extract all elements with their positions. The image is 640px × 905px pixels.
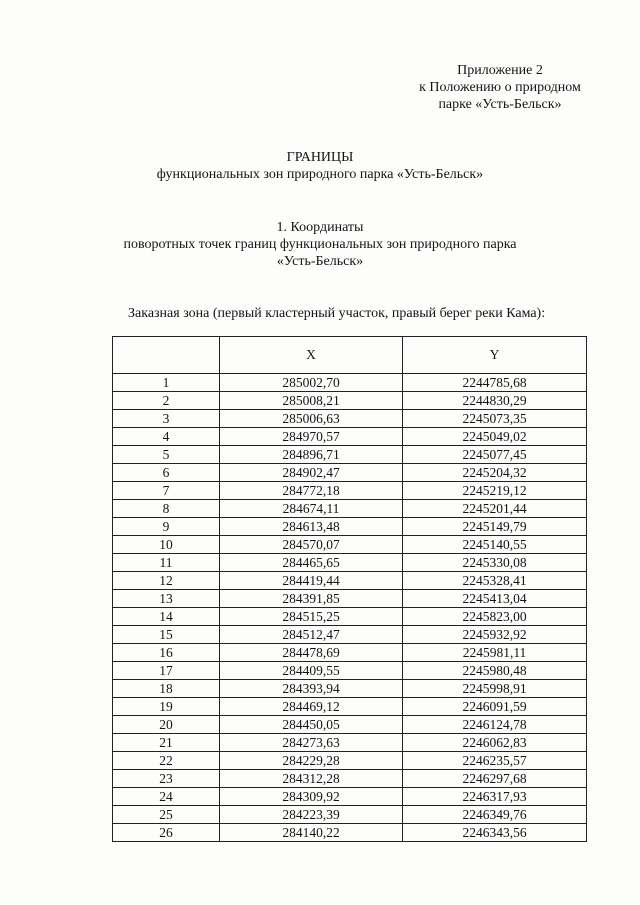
table-row	[113, 806, 587, 824]
y-coordinate-cell: 2245204,32	[403, 464, 587, 482]
y-coordinate-cell: 2245049,02	[403, 428, 587, 446]
point-number-cell: 21	[113, 734, 220, 752]
y-coordinate-cell: 2246297,68	[403, 770, 587, 788]
header-point-number	[113, 337, 220, 374]
section-number: 1. Координаты	[276, 220, 364, 235]
title-heading: ГРАНИЦЫ	[286, 150, 354, 165]
point-number-cell: 14	[113, 608, 220, 626]
x-coordinate-cell: 284419,44	[220, 572, 403, 590]
zone-caption: Заказная зона (первый кластерный участок, правый берег реки Кама):	[128, 306, 546, 321]
point-number-cell: 7	[113, 482, 220, 500]
y-coordinate-cell: 2245140,55	[403, 536, 587, 554]
x-coordinate-cell: 284613,48	[220, 518, 403, 536]
y-coordinate-cell: 2246062,83	[403, 734, 587, 752]
table-row	[113, 572, 587, 590]
title-subheading: функциональных зон природного парка «Усть-Бельск»	[156, 167, 484, 182]
y-coordinate-cell: 2245980,48	[403, 662, 587, 680]
table-row	[113, 608, 587, 626]
appendix-reference	[380, 62, 620, 113]
section-park-name: «Усть-Бельск»	[276, 254, 364, 269]
point-number-cell: 18	[113, 680, 220, 698]
point-number-cell: 26	[113, 824, 220, 842]
x-coordinate-cell: 284309,92	[220, 788, 403, 806]
y-coordinate-cell: 2245077,45	[403, 446, 587, 464]
point-number-cell: 4	[113, 428, 220, 446]
point-number-cell: 1	[113, 374, 220, 392]
appendix-number: Приложение 2	[457, 63, 543, 78]
point-number-cell: 9	[113, 518, 220, 536]
x-coordinate-cell: 284312,28	[220, 770, 403, 788]
section-heading	[0, 219, 640, 270]
point-number-cell: 23	[113, 770, 220, 788]
x-coordinate-cell: 284223,39	[220, 806, 403, 824]
point-number-cell: 11	[113, 554, 220, 572]
x-coordinate-cell: 284450,05	[220, 716, 403, 734]
table-row	[113, 554, 587, 572]
y-coordinate-cell: 2246317,93	[403, 788, 587, 806]
y-coordinate-cell: 2245328,41	[403, 572, 587, 590]
point-number-cell: 6	[113, 464, 220, 482]
x-coordinate-cell: 284273,63	[220, 734, 403, 752]
appendix-regulation: к Положению о природном	[419, 80, 581, 95]
table-row	[113, 824, 587, 842]
x-coordinate-cell: 284772,18	[220, 482, 403, 500]
y-coordinate-cell: 2245413,04	[403, 590, 587, 608]
point-number-cell: 25	[113, 806, 220, 824]
point-number-cell: 15	[113, 626, 220, 644]
table-row	[113, 482, 587, 500]
point-number-cell: 20	[113, 716, 220, 734]
table-row	[113, 752, 587, 770]
point-number-cell: 8	[113, 500, 220, 518]
x-coordinate-cell: 284140,22	[220, 824, 403, 842]
x-coordinate-cell: 285006,63	[220, 410, 403, 428]
x-coordinate-cell: 284409,55	[220, 662, 403, 680]
table-row	[113, 698, 587, 716]
coordinates-table	[112, 336, 587, 842]
table-row	[113, 446, 587, 464]
y-coordinate-cell: 2246235,57	[403, 752, 587, 770]
point-number-cell: 19	[113, 698, 220, 716]
point-number-cell: 22	[113, 752, 220, 770]
y-coordinate-cell: 2245932,92	[403, 626, 587, 644]
x-coordinate-cell: 284515,25	[220, 608, 403, 626]
y-coordinate-cell: 2246343,56	[403, 824, 587, 842]
point-number-cell: 10	[113, 536, 220, 554]
table-row	[113, 518, 587, 536]
appendix-park-name: парке «Усть-Бельск»	[438, 97, 562, 112]
x-coordinate-cell: 284465,65	[220, 554, 403, 572]
x-coordinate-cell: 284469,12	[220, 698, 403, 716]
x-coordinate-cell: 284478,69	[220, 644, 403, 662]
table-row	[113, 392, 587, 410]
x-coordinate-cell: 285008,21	[220, 392, 403, 410]
y-coordinate-cell: 2245219,12	[403, 482, 587, 500]
table-row	[113, 536, 587, 554]
header-y: Y	[403, 337, 587, 374]
table-header-row	[113, 337, 587, 374]
table-row	[113, 644, 587, 662]
x-coordinate-cell: 284391,85	[220, 590, 403, 608]
x-coordinate-cell: 284570,07	[220, 536, 403, 554]
y-coordinate-cell: 2246124,78	[403, 716, 587, 734]
point-number-cell: 17	[113, 662, 220, 680]
x-coordinate-cell: 284512,47	[220, 626, 403, 644]
y-coordinate-cell: 2245073,35	[403, 410, 587, 428]
y-coordinate-cell: 2245149,79	[403, 518, 587, 536]
table-row	[113, 410, 587, 428]
table-row	[113, 680, 587, 698]
x-coordinate-cell: 284393,94	[220, 680, 403, 698]
x-coordinate-cell: 284229,28	[220, 752, 403, 770]
x-coordinate-cell: 284896,71	[220, 446, 403, 464]
y-coordinate-cell: 2245998,91	[403, 680, 587, 698]
x-coordinate-cell: 284674,11	[220, 500, 403, 518]
point-number-cell: 3	[113, 410, 220, 428]
x-coordinate-cell: 284970,57	[220, 428, 403, 446]
table-row	[113, 428, 587, 446]
table-row	[113, 500, 587, 518]
table-body	[113, 374, 587, 842]
table-row	[113, 770, 587, 788]
y-coordinate-cell: 2245981,11	[403, 644, 587, 662]
x-coordinate-cell: 284902,47	[220, 464, 403, 482]
y-coordinate-cell: 2245201,44	[403, 500, 587, 518]
y-coordinate-cell: 2246349,76	[403, 806, 587, 824]
point-number-cell: 12	[113, 572, 220, 590]
point-number-cell: 16	[113, 644, 220, 662]
point-number-cell: 24	[113, 788, 220, 806]
y-coordinate-cell: 2246091,59	[403, 698, 587, 716]
table-row	[113, 716, 587, 734]
point-number-cell: 5	[113, 446, 220, 464]
table-row	[113, 464, 587, 482]
header-x: X	[220, 337, 403, 374]
y-coordinate-cell: 2244785,68	[403, 374, 587, 392]
y-coordinate-cell: 2245330,08	[403, 554, 587, 572]
table-row	[113, 788, 587, 806]
table-row	[113, 626, 587, 644]
document-title	[0, 149, 640, 183]
table-row	[113, 590, 587, 608]
table-row	[113, 734, 587, 752]
y-coordinate-cell: 2245823,00	[403, 608, 587, 626]
table-row	[113, 662, 587, 680]
point-number-cell: 13	[113, 590, 220, 608]
x-coordinate-cell: 285002,70	[220, 374, 403, 392]
point-number-cell: 2	[113, 392, 220, 410]
section-description: поворотных точек границ функциональных зон природного парка	[123, 237, 517, 252]
y-coordinate-cell: 2244830,29	[403, 392, 587, 410]
table-row	[113, 374, 587, 392]
